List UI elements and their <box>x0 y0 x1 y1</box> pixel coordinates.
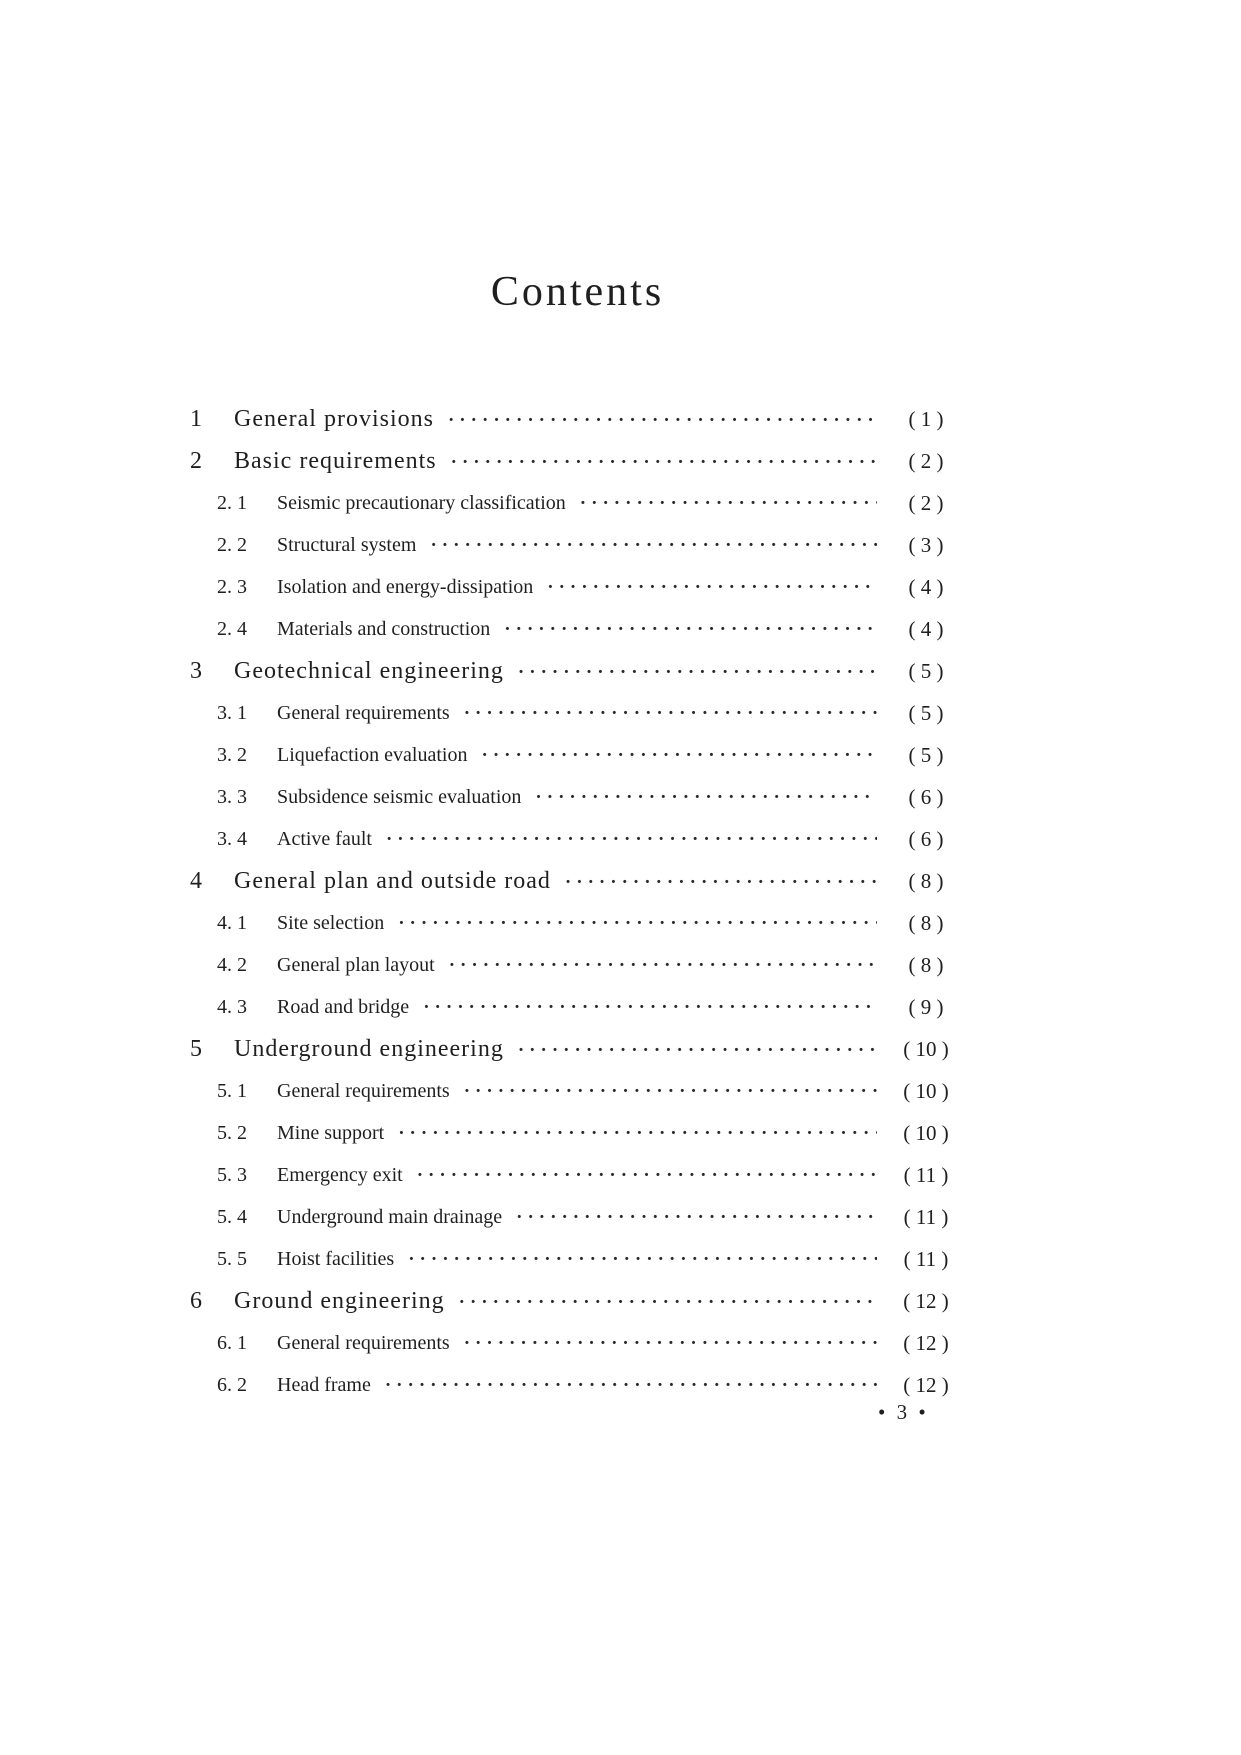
toc-entry-number: 1 <box>190 405 202 432</box>
toc-entry-number: 4. 3 <box>217 995 247 1018</box>
toc-entry-label: Road and bridge <box>277 995 410 1018</box>
toc-row <box>190 1364 965 1406</box>
toc-entry-label: Structural system <box>277 533 417 556</box>
toc-entry-label: General requirements <box>277 1331 450 1354</box>
toc-entry-page: ( 11 ) <box>903 1162 949 1187</box>
toc-entry-number: 6. 1 <box>217 1331 247 1354</box>
toc-entry-label: Hoist facilities <box>277 1247 395 1270</box>
toc-entry-page: ( 4 ) <box>908 616 944 641</box>
toc-entry-number: 5. 4 <box>217 1205 247 1228</box>
toc-entry-number: 5. 1 <box>217 1079 247 1102</box>
dot-leader <box>449 954 877 977</box>
toc-entry-number: 2. 2 <box>217 533 247 556</box>
dot-leader <box>580 492 877 515</box>
toc-entry-label: General requirements <box>277 701 450 724</box>
toc-entry-number: 4. 2 <box>217 953 247 976</box>
toc-entry-label: General requirements <box>277 1079 450 1102</box>
toc-row <box>190 1238 965 1280</box>
dot-leader <box>565 868 877 895</box>
toc-row <box>190 944 965 986</box>
toc-entry-page: ( 9 ) <box>908 994 944 1019</box>
dot-leader <box>430 534 877 557</box>
toc-entry-label: Geotechnical engineering <box>234 657 504 684</box>
toc-entry-page: ( 8 ) <box>908 868 944 893</box>
toc-row <box>190 398 965 440</box>
toc-row <box>190 482 965 524</box>
toc-entry-label: Underground engineering <box>234 1035 504 1062</box>
dot-leader <box>464 1080 877 1103</box>
toc-entry-label: Ground engineering <box>234 1287 445 1314</box>
toc-entry-number: 5. 5 <box>217 1247 247 1270</box>
toc-entry-page: ( 11 ) <box>903 1204 949 1229</box>
dot-leader <box>408 1248 877 1271</box>
dot-leader <box>518 1036 877 1063</box>
dot-leader <box>535 786 877 809</box>
dot-leader <box>481 744 877 767</box>
toc-row <box>190 1280 965 1322</box>
toc-entry-number: 5. 2 <box>217 1121 247 1144</box>
dot-leader <box>386 828 877 851</box>
toc-entry-number: 5 <box>190 1035 202 1062</box>
dot-leader <box>464 1332 877 1355</box>
toc-entry-label: General plan layout <box>277 953 435 976</box>
toc-row <box>190 566 965 608</box>
toc-entry-label: Subsidence seismic evaluation <box>277 785 522 808</box>
toc-entry-label: Materials and construction <box>277 617 491 640</box>
toc-row <box>190 1154 965 1196</box>
toc-row <box>190 692 965 734</box>
toc-row <box>190 776 965 818</box>
toc-entry-label: Mine support <box>277 1121 385 1144</box>
toc-row <box>190 734 965 776</box>
toc-entry-number: 2. 1 <box>217 491 247 514</box>
toc-entry-number: 2. 4 <box>217 617 247 640</box>
toc-entry-label: Emergency exit <box>277 1163 403 1186</box>
toc-entry-number: 4. 1 <box>217 911 247 934</box>
toc-entry-page: ( 2 ) <box>908 490 944 515</box>
toc-row <box>190 818 965 860</box>
toc-entry-page: ( 2 ) <box>908 448 944 473</box>
dot-leader <box>448 406 877 433</box>
toc-entry-number: 2. 3 <box>217 575 247 598</box>
toc-row <box>190 650 965 692</box>
toc-entry-number: 3. 4 <box>217 827 247 850</box>
dot-leader <box>417 1164 877 1187</box>
toc-entry-page: ( 6 ) <box>908 784 944 809</box>
toc-row <box>190 1196 965 1238</box>
toc-entry-label: Underground main drainage <box>277 1205 503 1228</box>
toc-entry-page: ( 6 ) <box>908 826 944 851</box>
toc-entry-number: 3 <box>190 657 202 684</box>
toc-entry-page: ( 5 ) <box>908 658 944 683</box>
toc-entry-page: ( 10 ) <box>903 1078 949 1103</box>
toc-entry-number: 3. 3 <box>217 785 247 808</box>
dot-leader <box>385 1374 877 1397</box>
toc-entry-page: ( 5 ) <box>908 700 944 725</box>
toc-entry-page: ( 10 ) <box>903 1036 949 1061</box>
toc-entry-number: 2 <box>190 447 202 474</box>
dot-leader <box>398 912 877 935</box>
toc-entry-page: ( 11 ) <box>903 1246 949 1271</box>
toc-row <box>190 1028 965 1070</box>
toc-row <box>190 986 965 1028</box>
toc-row <box>190 1070 965 1112</box>
page-title: Contents <box>490 269 665 315</box>
toc-entry-label: Basic requirements <box>234 447 437 474</box>
toc-row <box>190 608 965 650</box>
dot-leader <box>451 448 877 475</box>
toc-entry-label: Head frame <box>277 1373 371 1396</box>
dot-leader <box>459 1288 877 1315</box>
toc-list <box>190 398 965 1406</box>
toc-entry-number: 6. 2 <box>217 1373 247 1396</box>
toc-entry-page: ( 3 ) <box>908 532 944 557</box>
toc-entry-label: Site selection <box>277 911 385 934</box>
toc-entry-page: ( 8 ) <box>908 952 944 977</box>
toc-entry-page: ( 12 ) <box>903 1288 949 1313</box>
toc-row <box>190 860 965 902</box>
toc-entry-page: ( 8 ) <box>908 910 944 935</box>
toc-entry-number: 6 <box>190 1287 202 1314</box>
dot-leader <box>423 996 877 1019</box>
dot-leader <box>547 576 877 599</box>
toc-row <box>190 440 965 482</box>
toc-entry-page: ( 1 ) <box>908 406 944 431</box>
page-footer: • 3 • <box>878 1400 929 1424</box>
toc-entry-label: General plan and outside road <box>234 867 551 894</box>
dot-leader <box>398 1122 877 1145</box>
dot-leader <box>518 658 877 685</box>
toc-entry-number: 4 <box>190 867 202 894</box>
toc-entry-label: General provisions <box>234 405 434 432</box>
dot-leader <box>516 1206 877 1229</box>
toc-entry-page: ( 12 ) <box>903 1330 949 1355</box>
dot-leader <box>504 618 877 641</box>
toc-entry-label: Liquefaction evaluation <box>277 743 468 766</box>
toc-entry-label: Active fault <box>277 827 372 850</box>
toc-entry-number: 5. 3 <box>217 1163 247 1186</box>
toc-row <box>190 1112 965 1154</box>
toc-entry-page: ( 5 ) <box>908 742 944 767</box>
toc-entry-page: ( 10 ) <box>903 1120 949 1145</box>
toc-row <box>190 524 965 566</box>
dot-leader <box>464 702 877 725</box>
toc-row <box>190 902 965 944</box>
toc-entry-page: ( 12 ) <box>903 1372 949 1397</box>
toc-entry-number: 3. 1 <box>217 701 247 724</box>
toc-entry-label: Seismic precautionary classification <box>277 491 566 514</box>
toc-entry-label: Isolation and energy-dissipation <box>277 575 534 598</box>
toc-row <box>190 1322 965 1364</box>
toc-entry-page: ( 4 ) <box>908 574 944 599</box>
toc-entry-number: 3. 2 <box>217 743 247 766</box>
